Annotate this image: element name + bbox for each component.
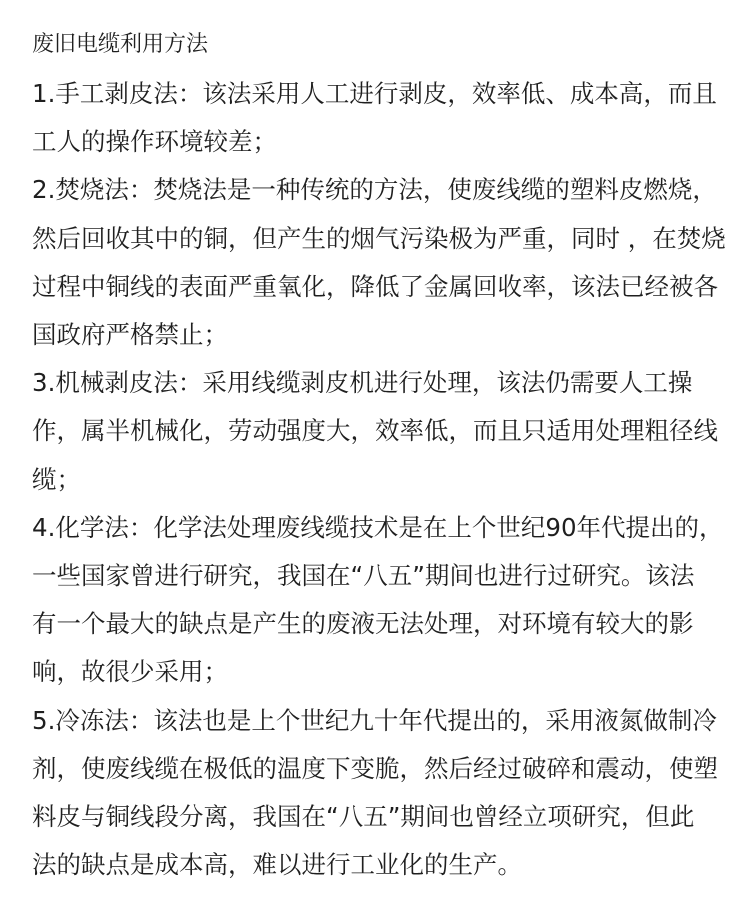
text-line: 一些国家曾进行研究，我国在“八五”期间也进行过研究。该法 xyxy=(32,561,695,591)
text-line: 剂，使废线缆在极低的温度下变脆，然后经过破碎和震动，使塑 xyxy=(32,753,718,783)
text-line: 缆； xyxy=(32,464,81,494)
document-body xyxy=(32,20,726,889)
text-line: 料皮与铜线段分离，我国在“八五”期间也曾经立项研究，但此 xyxy=(32,802,695,832)
text-line: 3.机械剥皮法：采用线缆剥皮机进行处理，该法仍需要人工操 xyxy=(32,368,693,398)
text-line: 然后回收其中的铜，但产生的烟气污染极为严重，同时 ，在焚烧 xyxy=(32,223,726,253)
text-line: 工人的操作环境较差； xyxy=(32,127,277,157)
text-line: 4.化学法：化学法处理废线缆技术是在上个世纪90年代提出的， xyxy=(32,512,724,542)
text-line: 5.冷冻法：该法也是上个世纪九十年代提出的，采用液氮做制冷 xyxy=(32,705,717,735)
text-line: 1.手工剥皮法：该法采用人工进行剥皮，效率低、成本高，而且 xyxy=(32,79,717,108)
text-line: 国政府严格禁止； xyxy=(32,320,228,350)
text-line: 响，故很少采用； xyxy=(32,657,228,687)
text-line: 过程中铜线的表面严重氧化，降低了金属回收率，该法已经被各 xyxy=(32,271,718,301)
text-line: 法的缺点是成本高，难以进行工业化的生产。 xyxy=(32,850,522,880)
text-line: 有一个最大的缺点是产生的废液无法处理，对环境有较大的影 xyxy=(32,609,694,639)
document-title: 废旧电缆利用方法 xyxy=(32,32,209,57)
text-line: 作，属半机械化，劳动强度大，效率低，而且只适用处理粗径线 xyxy=(32,416,718,446)
text-line: 2.焚烧法：焚烧法是一种传统的方法，使废线缆的塑料皮燃烧， xyxy=(32,175,717,205)
